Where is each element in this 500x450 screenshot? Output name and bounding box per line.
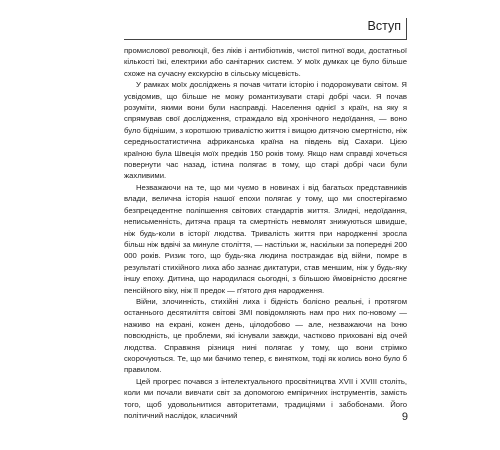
paragraph-1: промислової революції, без ліків і антибіотиків, чистої питної води, достатньої кількості їжі, електрики або санітарних систем. У моїх думках це було більше схоже на сучасну екскурсію в сільську місцевість. (124, 46, 407, 78)
chapter-title: Вступ (367, 19, 401, 33)
header-corner-rule (406, 18, 407, 40)
paragraph-3: Незважаючи на те, що ми чуємо в новинах і від багатьох представників влади, велична історія нашої епохи полягає у тому, що ми спостерігаємо безпрецедентне поліпшення світових стандартів життя. Злидні, недоїдання, неписьменність, дитяча праця та смертність невмолят знижуються швидше, ніж будь-коли в історії людства. Тривалість життя при народженні зросла більш ніж вдвічі за минуле століття, — настільки ж, наскільки за попередні 200 000 років. Ризик того, що будь-яка людина постраждає від війни, помре в результаті стихійного лиха або зазнає диктатури, став меншим, ніж у будь-яку іншу епоху. Дитина, що народилася сьогодні, з більшою ймовірністю досягне пенсійного віку, ніж її предок — п'ятого дня народження. (124, 182, 407, 295)
header-rule (124, 39, 407, 40)
paragraph-2: У рамках моїх досліджень я почав читати історію і подорожувати світом. Я усвідомив, що більше не можу романтизувати старі добрі часи. Я почав розуміти, якими вони були насправді. Населення однієї з країн, на яку я спрямував свої дослідження, страждало від хронічного недоїдання, — воно було біднішим, з коротшою тривалістю життя і вищою дитячою смертністю, ніж середньостатистична африканська країна на південь від Сахари. Цією країною була Швеція моїх предків 150 років тому. Якщо нам справді хочеться повернути час назад, істина полягає в тому, що старі добрі часи були жахливими. (124, 80, 407, 181)
page-number: 9 (401, 411, 408, 423)
paragraph-4: Війни, злочинність, стихійні лиха і бідність болісно реальні, і протягом останнього десятиліття світові ЗМІ повідомляють нам про них по-новому — наживо на екрані, кожен день, цілодобово — але, незважаючи на їхню повсюдність, це проблеми, які існували завжди, частково приховані від очей людства. Справжня різниця нині полягає у тому, що вони стрімко скорочуються. Те, що ми бачимо тепер, є винятком, тоді як колись воно було б правилом. (124, 296, 407, 375)
paragraph-5: Цей прогрес почався з інтелектуального просвітництва XVII і XVIII століть, коли ми почали вивчати світ за допомогою емпіричних інструментів, замість того, щоб удовольнитися авторитетами, традиціями і забобонами. Його політичний наслідок, класичний (124, 376, 407, 420)
body-text (124, 45, 407, 421)
running-header (124, 14, 407, 40)
